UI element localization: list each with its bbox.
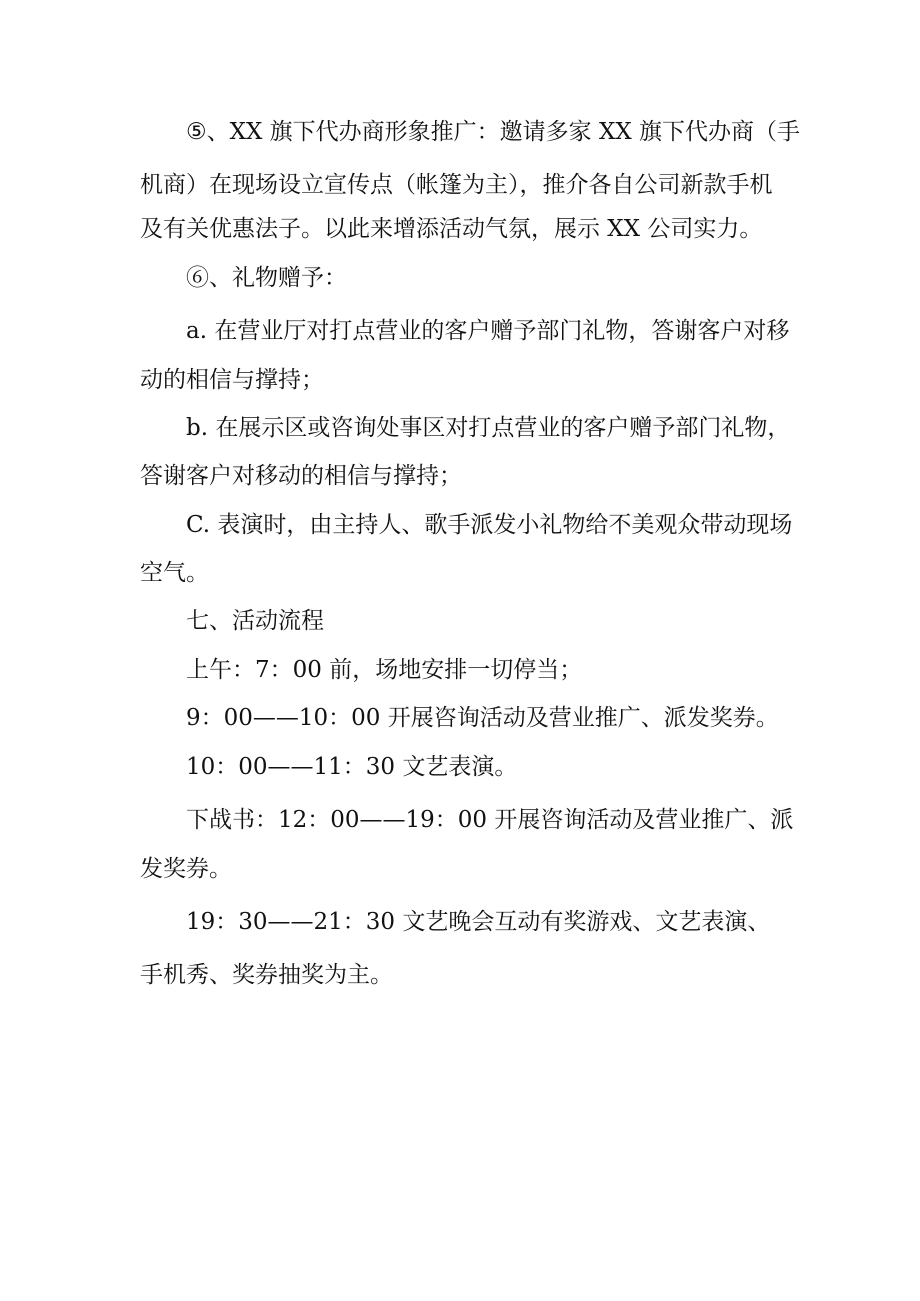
paragraph-5-line-2: 机商）在现场设立宣传点（帐篷为主），推介各自公司新款手机 [140, 172, 773, 198]
paragraph-5-line-1: ⑤、XX 旗下代办商形象推广：邀请多家 XX 旗下代办商（手 [186, 119, 801, 145]
paragraph-5-line-3: 及有关优惠法子。以此来增添活动气氛，展示 XX 公司实力。 [140, 216, 763, 242]
item-a-line-2: 动的相信与撑持； [140, 367, 324, 393]
item-c-line-2: 空气。 [140, 560, 209, 586]
schedule-9-10: 9：00——10：00 开展咨询活动及营业推广、派发奖券。 [186, 705, 779, 731]
item-b-line-2: 答谢客户对移动的相信与撑持； [140, 463, 462, 489]
paragraph-6-heading: ⑥、礼物赠予： [186, 265, 347, 291]
schedule-10-1130: 10：00——11：30 文艺表演。 [186, 754, 518, 780]
schedule-evening-line-1: 19：30——21：30 文艺晚会互动有奖游戏、文艺表演、 [186, 909, 771, 935]
item-a-line-1: a. 在营业厅对打点营业的客户赠予部门礼物，答谢客户对移 [186, 318, 790, 344]
schedule-morning: 上午：7：00 前，场地安排一切停当； [186, 657, 583, 683]
section-7-heading: 七、活动流程 [186, 608, 324, 634]
schedule-afternoon-line-1: 下战书：12：00——19：00 开展咨询活动及营业推广、派 [186, 807, 794, 833]
schedule-evening-line-2: 手机秀、奖券抽奖为主。 [140, 962, 393, 988]
item-c-line-1: C. 表演时，由主持人、歌手派发小礼物给不美观众带动现场 [186, 512, 793, 538]
item-b-line-1: b. 在展示区或咨询处事区对打点营业的客户赠予部门礼物， [186, 415, 791, 441]
schedule-afternoon-line-2: 发奖券。 [140, 856, 232, 882]
